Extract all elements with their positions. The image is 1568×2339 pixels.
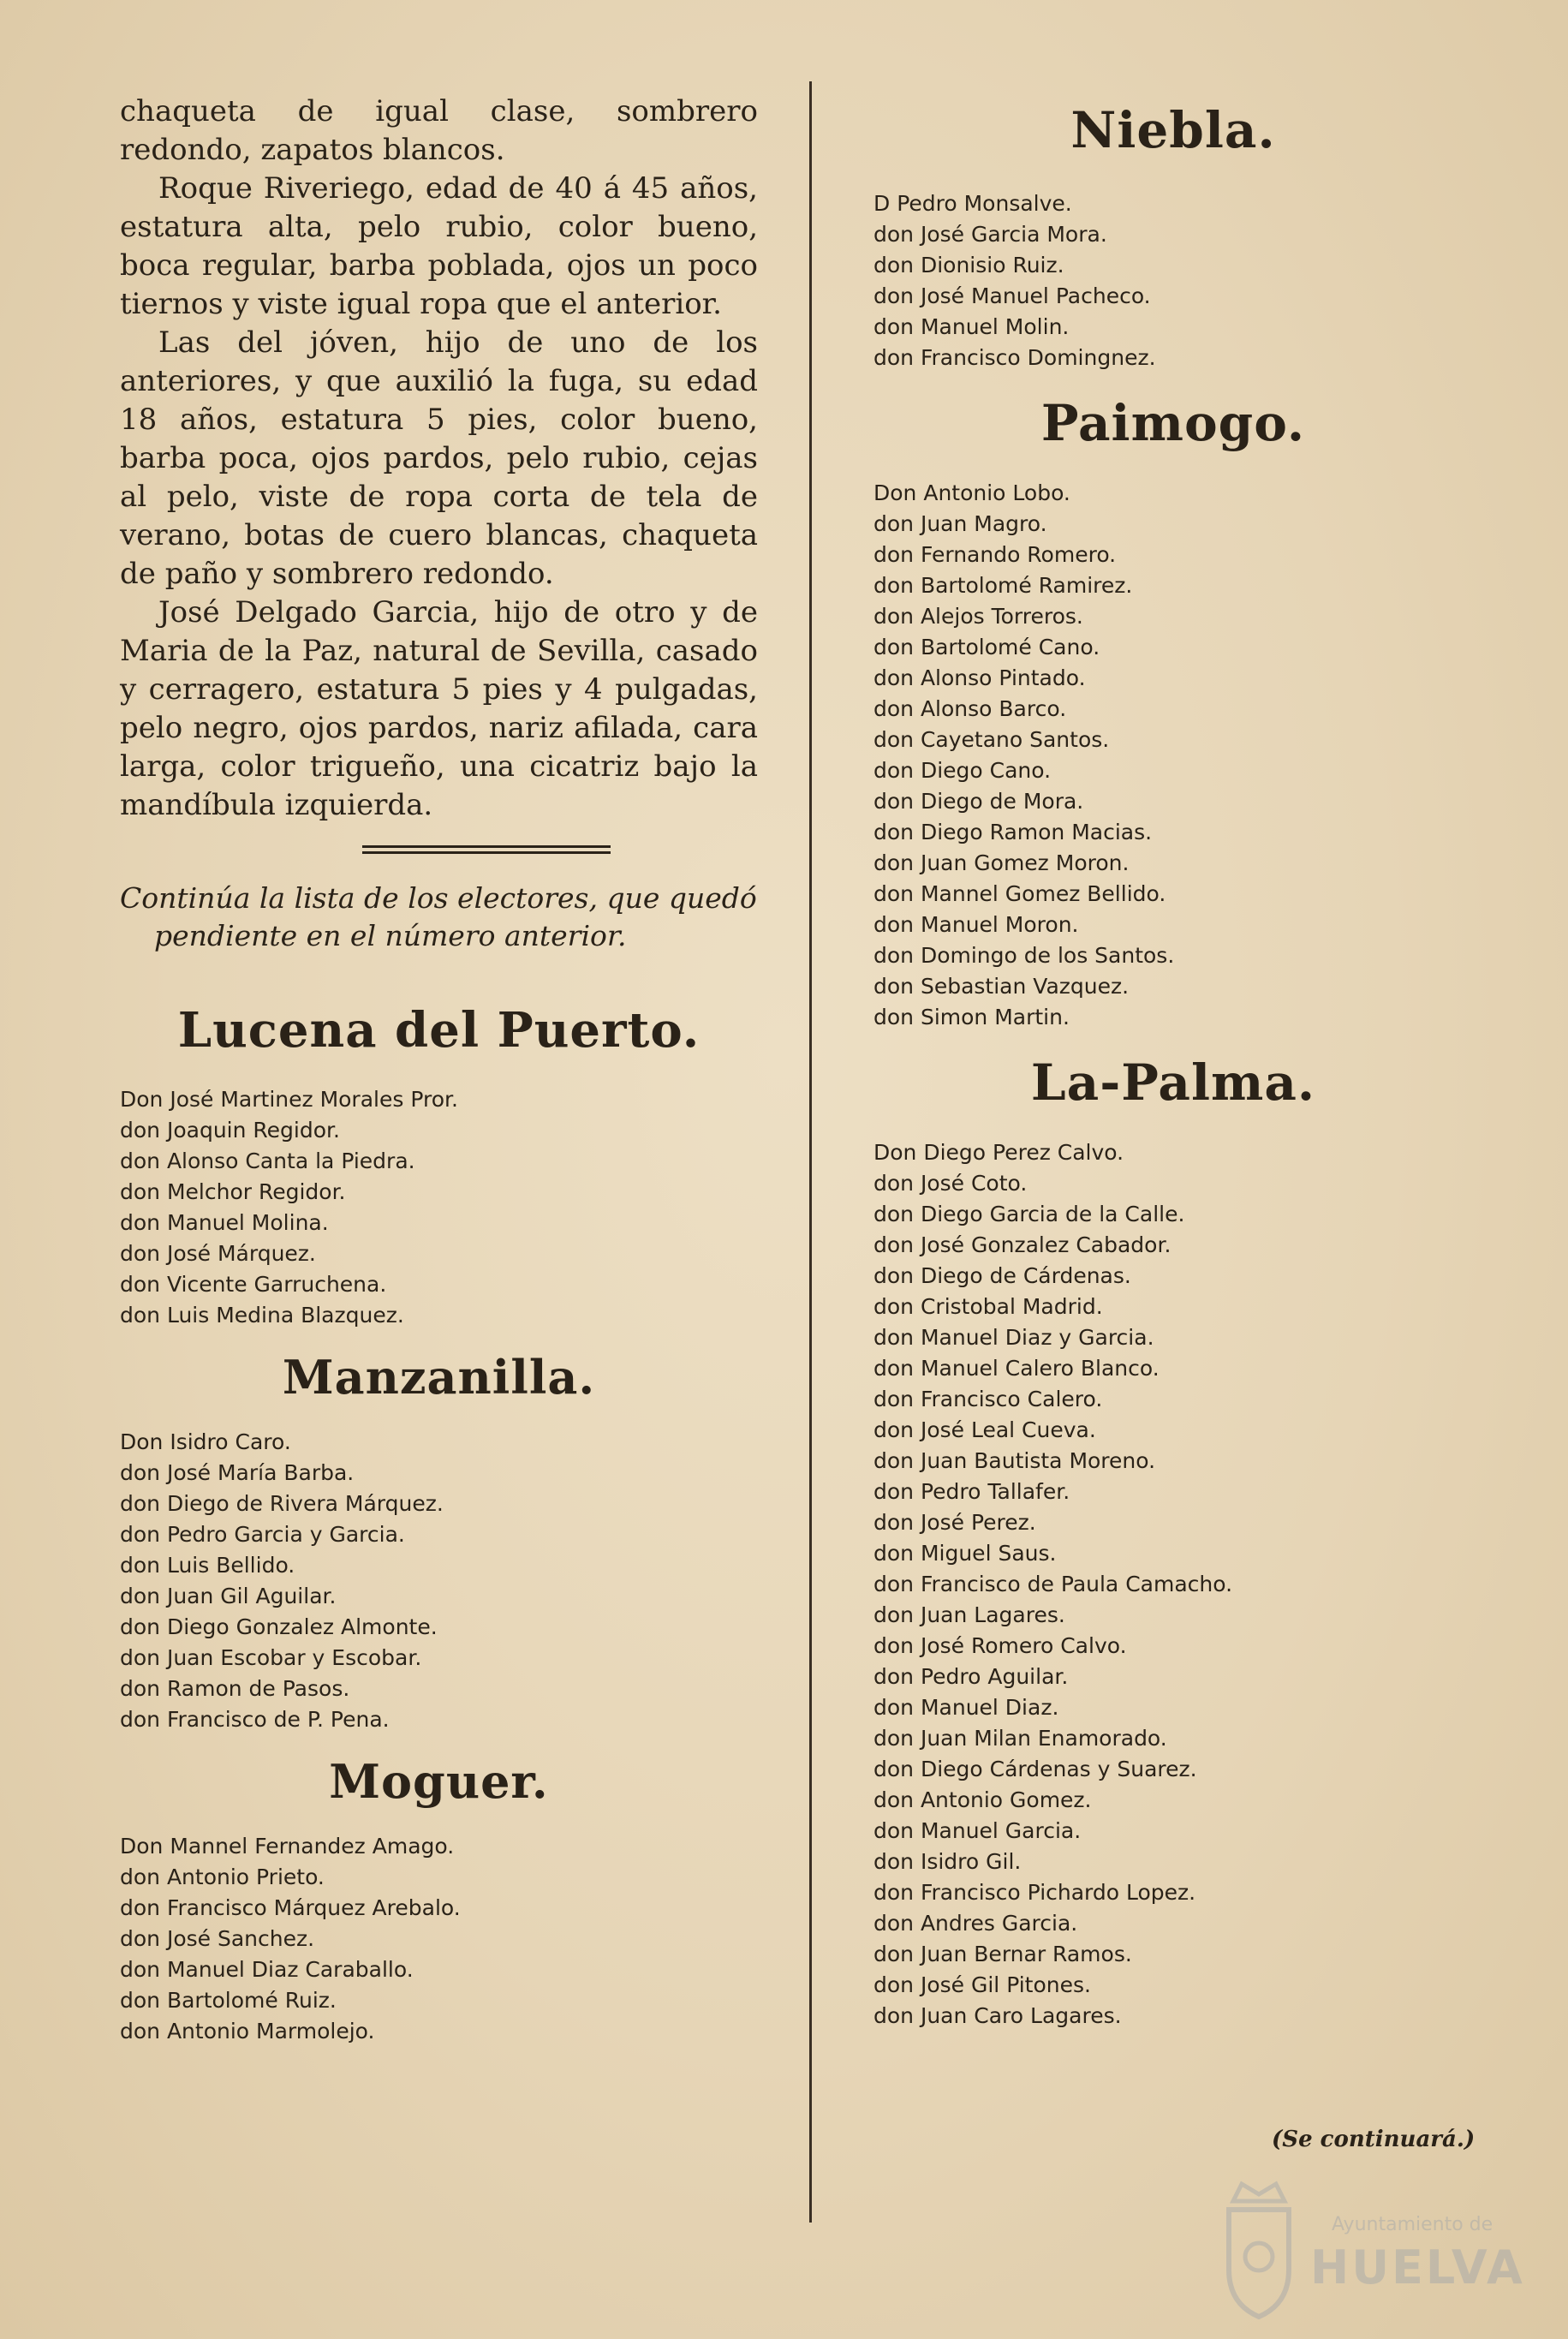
elector-name: don Bartolomé Ramirez. [873,573,1133,598]
description-paragraph: chaqueta de igual clase, sombrero redondo, zapatos blancos. [120,94,758,167]
elector-name: Don José Martinez Morales Pror. [120,1087,458,1112]
elector-name: don Vicente Garruchena. [120,1272,387,1297]
elector-name: don Manuel Diaz y Garcia. [873,1325,1154,1350]
elector-name: don Fernando Romero. [873,542,1117,567]
elector-name: don Joaquin Regidor. [120,1118,340,1143]
elector-name: don Manuel Molina. [120,1210,329,1235]
elector-name: don Juan Bernar Ramos. [873,1942,1132,1966]
section-divider [362,845,611,857]
elector-name: don Juan Magro. [873,511,1047,536]
elector-name: don Andres Garcia. [873,1911,1078,1936]
elector-name: don Alonso Canta la Piedra. [120,1149,415,1173]
elector-name: don Juan Escobar y Escobar. [120,1645,422,1670]
elector-name: don Antonio Marmolejo. [120,2019,375,2044]
elector-name: don Manuel Calero Blanco. [873,1356,1160,1381]
description-paragraph [120,324,758,594]
list-intro [120,880,758,955]
elector-name: don Mannel Gomez Bellido. [873,881,1166,906]
elector-name: don Miguel Saus. [873,1541,1057,1566]
elector-name: don Manuel Garcia. [873,1818,1082,1843]
town-heading-manzanilla: Manzanilla. [282,1350,596,1405]
archive-watermark [1216,2175,1525,2330]
elector-name: don Melchor Regidor. [120,1179,346,1204]
elector-name: don José Márquez. [120,1241,316,1266]
elector-name: don Luis Medina Blazquez. [120,1303,404,1328]
town-heading-niebla: Niebla. [1070,101,1276,159]
elector-name: don José Perez. [873,1510,1036,1535]
elector-name: don Manuel Diaz Caraballo. [120,1957,414,1982]
elector-name: don José Coto. [873,1171,1028,1196]
elector-name: don José Sanchez. [120,1926,315,1951]
elector-name: don Sebastian Vazquez. [873,974,1130,999]
paragraph-text: Las del jóven, hijo de uno de los anteriores, y que auxilió la fuga, su edad 18 años, estatura 5 pies, color bueno, barba poca, ojos pardos, pelo rubio, cejas al pelo, viste de ropa corta de tela de verano, botas de cuero blancas, chaqueta de paño y sombrero redondo. [120,325,758,591]
description-paragraph [120,170,758,324]
elector-name: don Ramon de Pasos. [120,1676,350,1701]
elector-name: don Manuel Molin. [873,314,1070,339]
elector-name: don Diego de Mora. [873,789,1084,814]
elector-name: don Alonso Barco. [873,696,1067,721]
elector-name: don Pedro Garcia y Garcia. [120,1522,405,1547]
elector-name: don Cristobal Madrid. [873,1294,1103,1319]
intro-line: pendiente en el número anterior. [154,919,627,952]
elector-name: don Antonio Prieto. [120,1865,325,1889]
elector-name: don Bartolomé Ruiz. [120,1988,337,2013]
right-column [873,92,1473,2032]
paragraph-text: José Delgado Garcia, hijo de otro y de Maria de la Paz, natural de Sevilla, casado y cerragero, estatura 5 pies y 4 pulgadas, pelo negro, ojos pardos, nariz afilada, cara larga, color trigueño, una cicatriz bajo la mandíbula izquierda. [120,595,758,822]
elector-name: don Francisco Márquez Arebalo. [120,1895,461,1920]
elector-name: don José María Barba. [120,1460,355,1485]
elector-name: don Simon Martin. [873,1005,1070,1029]
elector-name: don Francisco Calero. [873,1387,1103,1411]
left-column [120,92,758,2047]
elector-name: don Diego Ramon Macias. [873,820,1153,844]
crown-shield-icon [1216,2175,1302,2321]
elector-name: Don Antonio Lobo. [873,480,1070,505]
elector-name: don Diego Cárdenas y Suarez. [873,1757,1197,1781]
elector-name: don Manuel Diaz. [873,1695,1059,1720]
elector-name: don Diego de Cárdenas. [873,1263,1131,1288]
elector-name: don Dionisio Ruiz. [873,253,1064,277]
elector-name: don Antonio Gomez. [873,1787,1092,1812]
elector-name: Don Isidro Caro. [120,1429,291,1454]
elector-name: don José Leal Cueva. [873,1417,1096,1442]
description-paragraph [120,594,758,825]
town-heading-paimogo: Paimogo. [1040,394,1306,452]
watermark-text: HUELVA [1310,2241,1525,2294]
watermark-subtext: Ayuntamiento de [1332,2214,1493,2235]
elector-name: don Juan Milan Enamorado. [873,1726,1167,1751]
town-heading-lapalma: La-Palma. [1030,1053,1316,1112]
elector-name: don Domingo de los Santos. [873,943,1175,968]
elector-name: don Alejos Torreros. [873,604,1083,629]
elector-name: don Juan Bautista Moreno. [873,1448,1156,1473]
continuation-note: (Se continuará.) [1272,2127,1476,2152]
paragraph-text: Roque Riveriego, edad de 40 á 45 años, estatura alta, pelo rubio, color bueno, boca regular, barba poblada, ojos un poco tiernos y viste igual ropa que el anterior. [120,171,758,321]
intro-line: Continúa la lista de los electores, que quedó [120,881,757,915]
elector-name: don Juan Caro Lagares. [873,2003,1122,2028]
column-divider [809,81,812,2223]
elector-name: don Diego de Rivera Márquez. [120,1491,444,1516]
elector-name: don Francisco de P. Pena. [120,1707,390,1732]
elector-list-moguer [120,1831,758,2047]
elector-name: Don Mannel Fernandez Amago. [120,1834,455,1859]
elector-list-paimogo [873,478,1473,1033]
elector-name: don Isidro Gil. [873,1849,1022,1874]
elector-name: don Juan Gil Aguilar. [120,1584,337,1608]
elector-list-manzanilla [120,1427,758,1735]
elector-name: don José Garcia Mora. [873,222,1107,247]
elector-name: don José Gil Pitones. [873,1972,1091,1997]
elector-name: don Francisco Domingnez. [873,345,1156,370]
town-heading-lucena: Lucena del Puerto. [177,1002,701,1059]
elector-name: don José Gonzalez Cabador. [873,1232,1172,1257]
elector-name: don Francisco Pichardo Lopez. [873,1880,1196,1905]
elector-name: don Diego Garcia de la Calle. [873,1202,1185,1226]
elector-name: don Alonso Pintado. [873,665,1086,690]
elector-name: don Cayetano Santos. [873,727,1110,752]
elector-list-lucena [120,1084,758,1331]
elector-name: don Manuel Moron. [873,912,1079,937]
elector-name: don José Romero Calvo. [873,1633,1127,1658]
elector-name: don Bartolomé Cano. [873,635,1100,659]
elector-name: don Diego Cano. [873,758,1052,783]
elector-name: don Diego Gonzalez Almonte. [120,1614,438,1639]
elector-name: D Pedro Monsalve. [873,191,1072,216]
elector-name: don Francisco de Paula Camacho. [873,1572,1233,1596]
elector-name: don Pedro Tallafer. [873,1479,1070,1504]
elector-list-lapalma [873,1137,1473,2032]
elector-name: don José Manuel Pacheco. [873,283,1151,308]
town-heading-moguer: Moguer. [329,1754,549,1809]
elector-name: don Luis Bellido. [120,1553,295,1578]
elector-name: don Juan Gomez Moron. [873,850,1130,875]
elector-list-niebla [873,188,1473,373]
elector-name: don Pedro Aguilar. [873,1664,1069,1689]
elector-name: don Juan Lagares. [873,1602,1065,1627]
elector-name: Don Diego Perez Calvo. [873,1140,1124,1165]
